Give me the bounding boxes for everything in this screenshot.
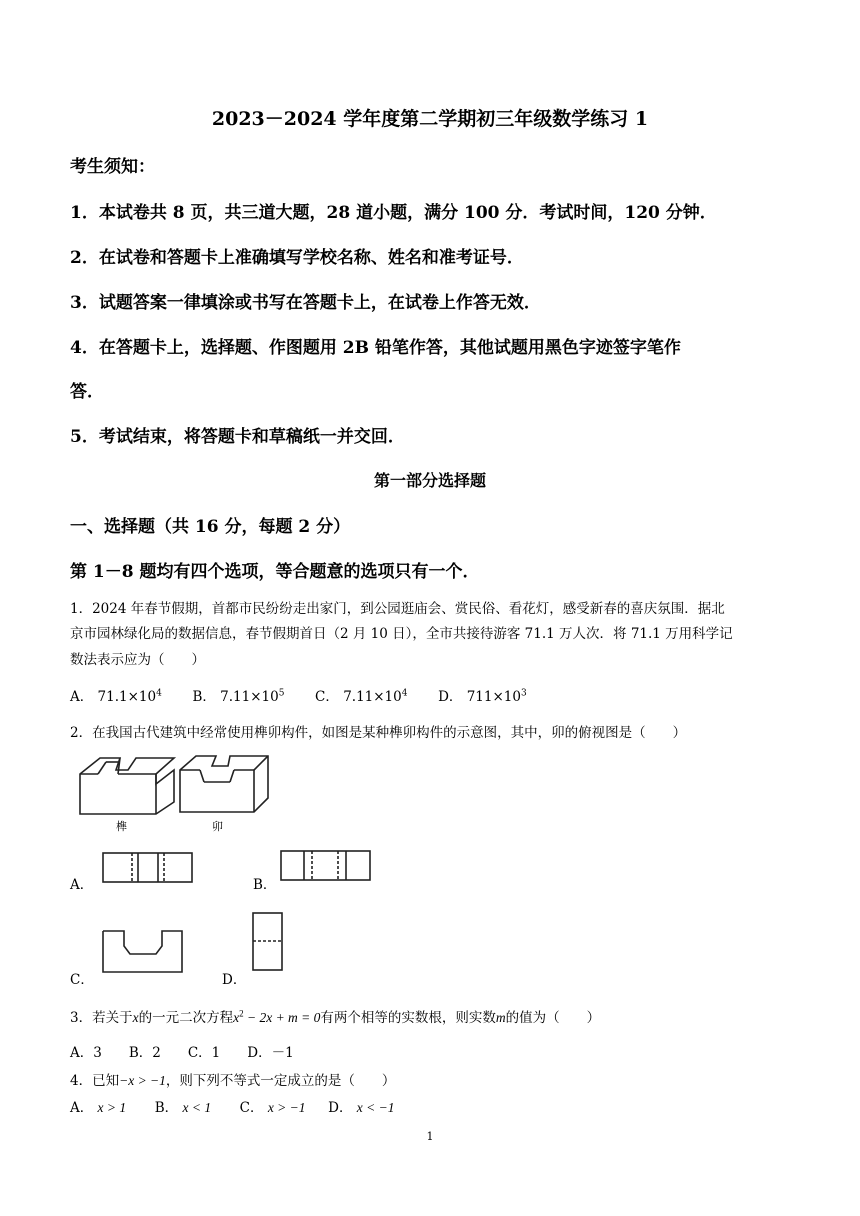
q2-text: 2．在我国古代建筑中经常使用榫卯构件，如图是某种榫卯构件的示意图，其中，卯的俯视图是（ ） xyxy=(70,725,687,741)
q2-option-b-label: B． xyxy=(253,877,277,893)
q1-option-c: C． $7.11\times 10^4$ xyxy=(315,688,408,705)
q3-text: 3．若关于x的一元二次方程$x^2 - 2x + m = 0$有两个相等的实数根，则实数m的值为（ ） xyxy=(70,1008,601,1026)
q2-option-c-figure xyxy=(102,930,184,974)
tenon-mortise-figure xyxy=(78,752,278,816)
notice-item-4-cont: 答． xyxy=(70,382,104,402)
q1-options xyxy=(70,685,527,705)
q1-line-1: 1．2024 年春节假期，首都市民纷纷走出家门，到公园逛庙会、赏民俗、看花灯，感受新春的喜庆氛围．据北 xyxy=(70,601,725,617)
mortise-label: 卯 xyxy=(212,820,223,833)
notice-item-2: 2．在试卷和答题卡上准确填写学校名称、姓名和准考证号． xyxy=(70,248,524,268)
q1-option-a: A． $71.1\times 10^4$ xyxy=(70,688,162,705)
notice-item-4: 4．在答题卡上，选择题、作图题用 2B 铅笔作答，其他试题用黑色字迹签字笔作 xyxy=(70,338,681,358)
part-title: 第一部分选择题 xyxy=(373,471,486,490)
q2-option-d-label: D． xyxy=(222,972,247,988)
q1-option-d: D． $711\times 10^3$ xyxy=(438,688,527,705)
section-instruction: 第 1－8 题均有四个选项，等合题意的选项只有一个． xyxy=(70,562,480,582)
page-number: 1 xyxy=(426,1130,434,1143)
tenon-label: 榫 xyxy=(116,820,127,833)
q1-line-3: 数法表示应为（ ） xyxy=(70,652,205,668)
q2-option-d-figure xyxy=(252,912,284,972)
exam-title: 2023－2024 学年度第二学期初三年级数学练习 1 xyxy=(211,108,649,130)
q3-equation: $x^2 - 2x + m = 0$ xyxy=(233,1008,321,1025)
q3-options: A．3 B．2 C．1 D．－1 xyxy=(70,1045,294,1061)
notice-item-3: 3．试题答案一律填涂或书写在答题卡上，在试卷上作答无效． xyxy=(70,293,541,313)
q1-option-b: B． $7.11\times 10^5$ xyxy=(192,688,285,705)
notice-item-1: 1．本试卷共 8 页，共三道大题，28 道小题，满分 100 分．考试时间，120 分钟． xyxy=(70,203,717,223)
q2-option-a-label: A． xyxy=(70,877,94,893)
q4-options: A． x > 1 B． x < 1 C． x > −1 D． x < −1 xyxy=(70,1100,395,1116)
q2-option-a-figure xyxy=(102,852,194,884)
section-heading: 一、选择题（共 16 分，每题 2 分） xyxy=(70,517,351,537)
q2-option-c-label: C． xyxy=(70,972,94,988)
q2-option-b-figure xyxy=(280,850,372,882)
q1-line-2: 京市园林绿化局的数据信息，春节假期首日（2 月 10 日），全市共接待游客 71.1 万人次．将 71.1 万用科学记 xyxy=(70,626,733,642)
notice-heading: 考生须知： xyxy=(70,157,155,177)
q4-text: 4．已知−x > −1，则下列不等式一定成立的是（ ） xyxy=(70,1073,396,1089)
q4-condition: −x > −1 xyxy=(119,1073,166,1088)
notice-item-5: 5．考试结束，将答题卡和草稿纸一并交回． xyxy=(70,427,405,447)
